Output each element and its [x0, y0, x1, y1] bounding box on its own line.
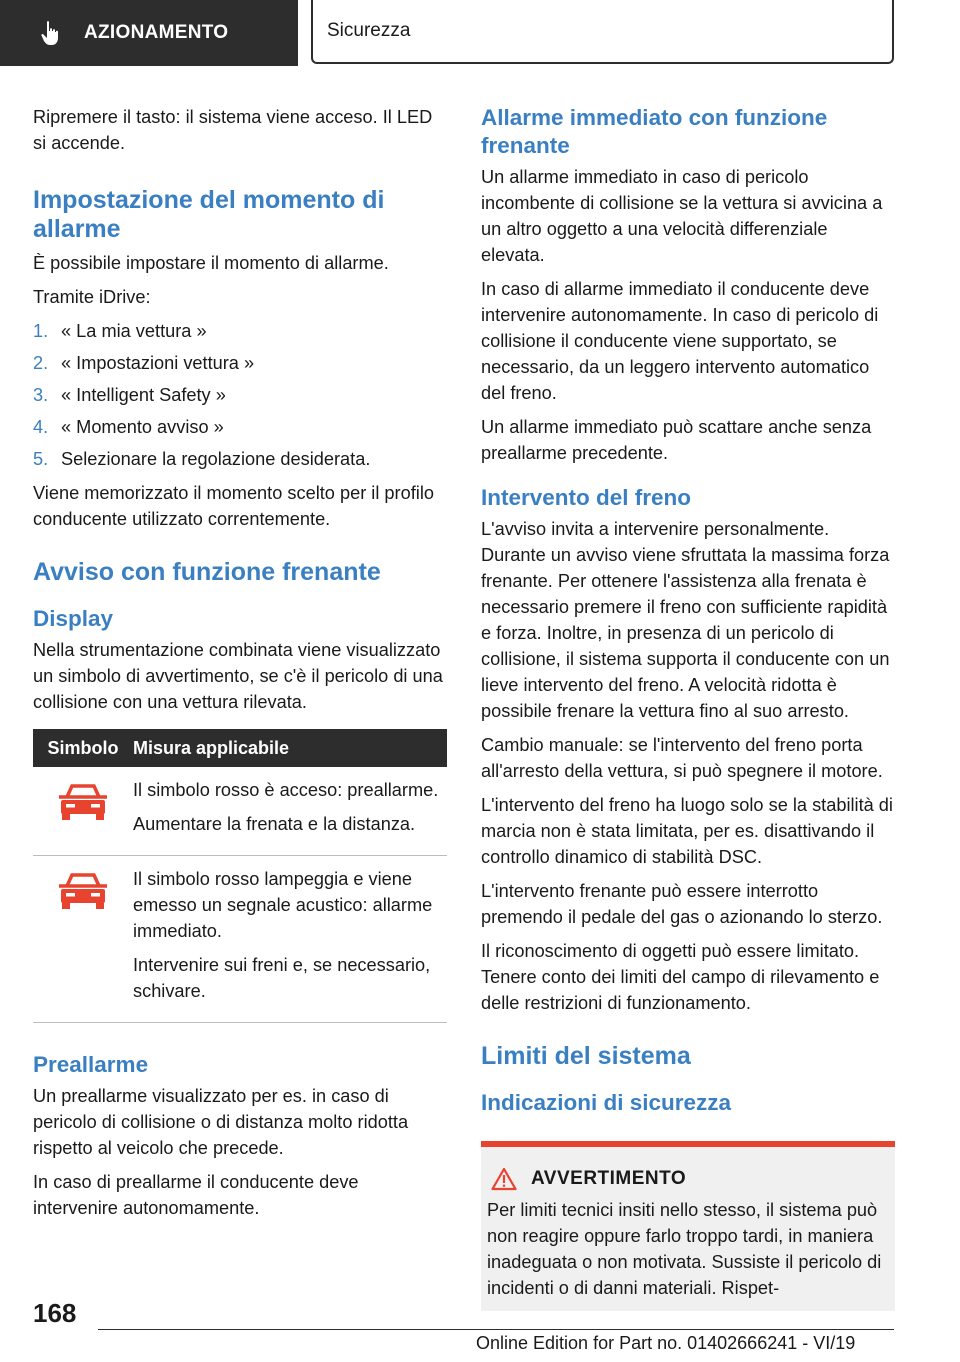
paragraph-immediate-2: In caso di allarme immediato il conducente deve intervenire autonomamente. In caso di pericolo di collisione il conducente viene supportato, se necessario, da un leggero intervento automatico del freno. — [481, 279, 879, 403]
paragraph-prealarm-1: Un preallarme visualizzato per es. in caso di pericolo di collisione o di distanza molto ridotta rispetto al veicolo che precede. — [33, 1086, 409, 1158]
table-header-measure: Misura applicabile — [133, 729, 447, 767]
pointing-hand-icon — [40, 20, 62, 46]
paragraph-display: Nella strumentazione combinata viene visualizzato un simbolo di avvertimento, se c'è il pericolo di una collisione con una vettura rilevata. — [33, 640, 443, 712]
section-label: AZIONAMENTO — [84, 22, 229, 43]
right-column — [481, 104, 895, 1311]
list-item: 1. « La mia vettura » — [33, 321, 207, 341]
list-item: 4. « Momento avviso » — [33, 417, 224, 437]
row1-text-a: Il simbolo rosso è acceso: preallarme. — [133, 780, 439, 800]
chapter-label: Sicurezza — [327, 20, 411, 41]
paragraph-immediate-1: Un allarme immediato in caso di pericolo incombente di collisione se la vettura si avvicina a un altro oggetto a una velocità differenziale elevata. — [481, 167, 883, 265]
warning-text: Per limiti tecnici insiti nello stesso, il sistema può non reagire oppure farlo troppo tardi, in maniera inadeguata o non motivata. Sussiste il pericolo di incidenti o di danni materiali. Rispet- — [487, 1200, 882, 1298]
page-number: 168 — [33, 1298, 77, 1328]
paragraph-brake-3: L'intervento del freno ha luogo solo se la stabilità di marcia non è stata limitata, per es. disattivando il controllo dinamico di stabilità DSC. — [481, 795, 893, 867]
symbol-table — [33, 729, 447, 1023]
table-row — [33, 767, 447, 856]
heading-brake-warning: Avviso con funzione frenante — [33, 558, 381, 586]
warning-box — [481, 1141, 895, 1311]
paragraph-prealarm-2: In caso di preallarme il conducente deve intervenire autonomamente. — [33, 1172, 359, 1218]
heading-system-limits: Limiti del sistema — [481, 1042, 691, 1070]
left-column — [33, 104, 447, 1229]
warning-title: AVVERTIMENTO — [531, 1168, 687, 1189]
list-item: 3. « Intelligent Safety » — [33, 385, 226, 405]
footer-edition: Online Edition for Part no. 01402666241 - VI/19 — [476, 1333, 856, 1353]
footer-divider — [98, 1329, 894, 1330]
table-header-symbol: Simbolo — [33, 729, 133, 767]
idrive-steps-list — [33, 318, 447, 472]
paragraph-brake-4: L'intervento frenante può essere interrotto premendo il pedale del gas o azionando lo sterzo. — [481, 881, 883, 927]
car-warning-flashing-icon — [57, 872, 109, 910]
intro-paragraph: Ripremere il tasto: il sistema viene acceso. Il LED si accende. — [33, 107, 433, 153]
heading-alarm-moment: Impostazione del momento di allarme — [33, 186, 385, 243]
heading-display: Display — [33, 606, 114, 631]
page-header — [0, 0, 960, 66]
paragraph-brake-1: L'avviso invita a intervenire personalmente. Durante un avviso viene sfruttata la massima forza frenante. Per ottenere l'assistenza alla frenata è necessario premere il freno con sufficiente rapidità e forza. Inoltre, in presenza di un pericolo di collisione, il sistema supporta il conducente con un lieve intervento del freno. A velocità ridotta è possibile frenare la vettura fino al suo arresto. — [481, 519, 890, 721]
row2-text-a: Il simbolo rosso lampeggia e viene emesso un segnale acustico: allarme immediato. — [133, 869, 433, 941]
heading-prealarm: Preallarme — [33, 1052, 149, 1077]
chapter-tab[interactable] — [311, 0, 894, 64]
heading-safety-notes: Indicazioni di sicurezza — [481, 1090, 732, 1115]
paragraph-brake-2: Cambio manuale: se l'intervento del freno porta all'arresto della vettura, si può spegnere il motore. — [481, 735, 883, 781]
paragraph-immediate-3: Un allarme immediato può scattare anche senza preallarme precedente. — [481, 417, 872, 463]
paragraph-moment-1: È possibile impostare il momento di allarme. — [33, 253, 389, 273]
car-warning-icon — [57, 783, 109, 821]
paragraph-brake-5: Il riconoscimento di oggetti può essere limitato. Tenere conto dei limiti del campo di rilevamento e delle restrizioni di funzionamento. — [481, 941, 880, 1013]
warning-triangle-icon — [491, 1167, 517, 1191]
list-item: 5. Selezionare la regolazione desiderata. — [33, 449, 371, 469]
paragraph-memorized: Viene memorizzato il momento scelto per il profilo conducente utilizzato correntemente. — [33, 483, 434, 529]
section-tab[interactable] — [0, 0, 298, 66]
heading-immediate-alarm: Allarme immediato con funzione frenante — [481, 105, 828, 158]
heading-brake-intervention: Intervento del freno — [481, 485, 692, 510]
paragraph-moment-2: Tramite iDrive: — [33, 287, 151, 307]
table-row — [33, 856, 447, 1023]
row1-text-b: Aumentare la frenata e la distanza. — [133, 814, 416, 834]
row2-text-b: Intervenire sui freni e, se necessario, schivare. — [133, 955, 431, 1001]
list-item: 2. « Impostazioni vettura » — [33, 353, 255, 373]
